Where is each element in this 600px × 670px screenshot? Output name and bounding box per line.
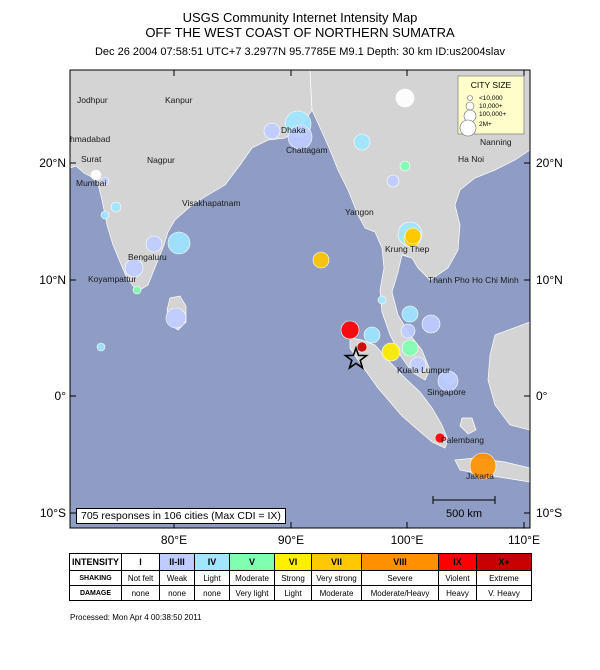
lat-label-20n-right: 20°N [536,156,563,170]
city-size-title: CITY SIZE [470,80,512,90]
city-label: Kanpur [165,95,193,105]
map-title: USGS Community Internet Intensity Map [182,10,418,25]
intensity-site-marker [146,236,162,252]
legend-intensity-cell: IV [195,554,230,571]
legend-shaking-cell: Light [195,571,230,586]
intensity-site-marker [264,123,280,139]
legend-shaking-cell: Strong [275,571,312,586]
intensity-site-marker [378,296,386,304]
intensity-site-marker [168,232,190,254]
intensity-site-marker [400,161,410,171]
lon-label-90e: 90°E [277,533,305,547]
city-label: Koyampattur [88,274,137,284]
intensity-site-marker [387,175,399,187]
legend-damage-cell: Moderate/Heavy [362,586,439,601]
city-label: hmadabad [70,134,111,144]
city-label: Thanh Pho Ho Chi Minh [428,275,519,285]
city-label: Mumbai [76,178,107,188]
intensity-site-marker [396,89,414,107]
scale-bar-label: 500 km [445,508,483,520]
legend-damage-cell: none [122,586,160,601]
city-size-small-icon [468,96,473,101]
intensity-site-marker [111,202,121,212]
city-label: Palembang [441,435,485,445]
city-label: Bengaluru [128,252,167,262]
legend-shaking-cell: Moderate [230,571,275,586]
intensity-site-marker [401,324,415,338]
legend-damage-cell: Very light [230,586,275,601]
intensity-site-marker [402,306,418,322]
legend-row-header: INTENSITY [70,554,122,571]
legend-damage-cell: Heavy [439,586,477,601]
lon-label-80e: 80°E [160,533,188,547]
intensity-site-marker [341,321,359,339]
lat-label-20n-left: 20°N [39,156,66,170]
legend-damage-cell: none [160,586,195,601]
intensity-site-marker [97,343,105,351]
city-label: Yangon [345,207,374,217]
intensity-site-marker [402,340,418,356]
city-label: Chattagam [286,145,328,155]
city-label: Jodhpur [77,95,108,105]
city-size-item-2: 10,000+ [479,103,503,110]
legend-intensity-cell: VI [275,554,312,571]
legend-intensity-cell: II-III [160,554,195,571]
intensity-site-marker [382,343,400,361]
legend-shaking-row [70,571,532,586]
legend-intensity-cell: X+ [477,554,532,571]
legend-shaking-cell: Very strong [312,571,362,586]
city-size-legend [458,76,524,136]
legend-shaking-cell: Not felt [122,571,160,586]
legend-shaking-cell: Extreme [477,571,532,586]
legend-intensity-cell: I [122,554,160,571]
processed-timestamp: Processed: Mon Apr 4 00:38:50 2011 [70,613,202,622]
lat-label-0-left: 0° [54,389,66,403]
city-label: Kuala Lumpur [397,365,450,375]
lon-label-100e: 100°E [390,533,424,547]
city-label: Ha Noi [458,154,484,164]
legend-damage-row [70,586,532,601]
city-label: Jakarta [466,471,494,481]
lat-label-0-right: 0° [536,389,548,403]
legend-intensity-cell: V [230,554,275,571]
legend-damage-cell: Light [275,586,312,601]
legend-shaking-cell: Violent [439,571,477,586]
legend-intensity-cell: VIII [362,554,439,571]
lon-label-110e: 110°E [508,533,540,547]
intensity-site-marker [101,211,109,219]
legend-shaking-cell: Severe [362,571,439,586]
response-stats: 705 responses in 106 cities (Max CDI = IX) [76,508,286,524]
lat-label-10n-left: 10°N [39,273,66,287]
intensity-site-marker [405,228,421,244]
legend-intensity-cell: IX [439,554,477,571]
city-size-item-1: <10,000 [479,95,503,102]
city-label: Visakhapatnam [182,198,241,208]
lat-label-10s-left: 10°S [39,506,66,520]
legend-shaking-cell: Weak [160,571,195,586]
legend-row-header: SHAKING [70,571,122,586]
lat-label-10s-right: 10°S [536,506,563,520]
intensity-site-marker [133,286,141,294]
city-size-item-4: 2M+ [479,121,492,128]
intensity-site-marker [354,134,370,150]
legend-row-header: DAMAGE [70,586,122,601]
city-label: Nanning [480,137,512,147]
city-label: Dhaka [281,125,306,135]
city-label: Singapore [427,387,466,397]
intensity-site-marker [364,327,380,343]
city-label: Surat [81,154,102,164]
legend-intensity-row [70,554,532,571]
city-label: Krung Thep [385,244,430,254]
intensity-site-marker [357,342,367,352]
legend-damage-cell: Moderate [312,586,362,601]
city-size-item-3: 100,000+ [479,111,507,118]
legend-damage-cell: V. Heavy [477,586,532,601]
legend-intensity-cell: VII [312,554,362,571]
intensity-legend [69,553,532,601]
lat-label-10n-right: 10°N [536,273,563,287]
city-size-medium-icon [466,102,474,110]
legend-damage-cell: none [195,586,230,601]
intensity-site-marker [166,308,186,328]
intensity-site-marker [313,252,329,268]
event-info: Dec 26 2004 07:58:51 UTC+7 3.2977N 95.7785E M9.1 Depth: 30 km ID:us2004slav [94,46,505,58]
map-region-title: OFF THE WEST COAST OF NORTHERN SUMATRA [145,25,455,40]
city-label: Nagpur [147,155,175,165]
city-size-xlarge-icon [460,120,476,136]
intensity-site-marker [422,315,440,333]
